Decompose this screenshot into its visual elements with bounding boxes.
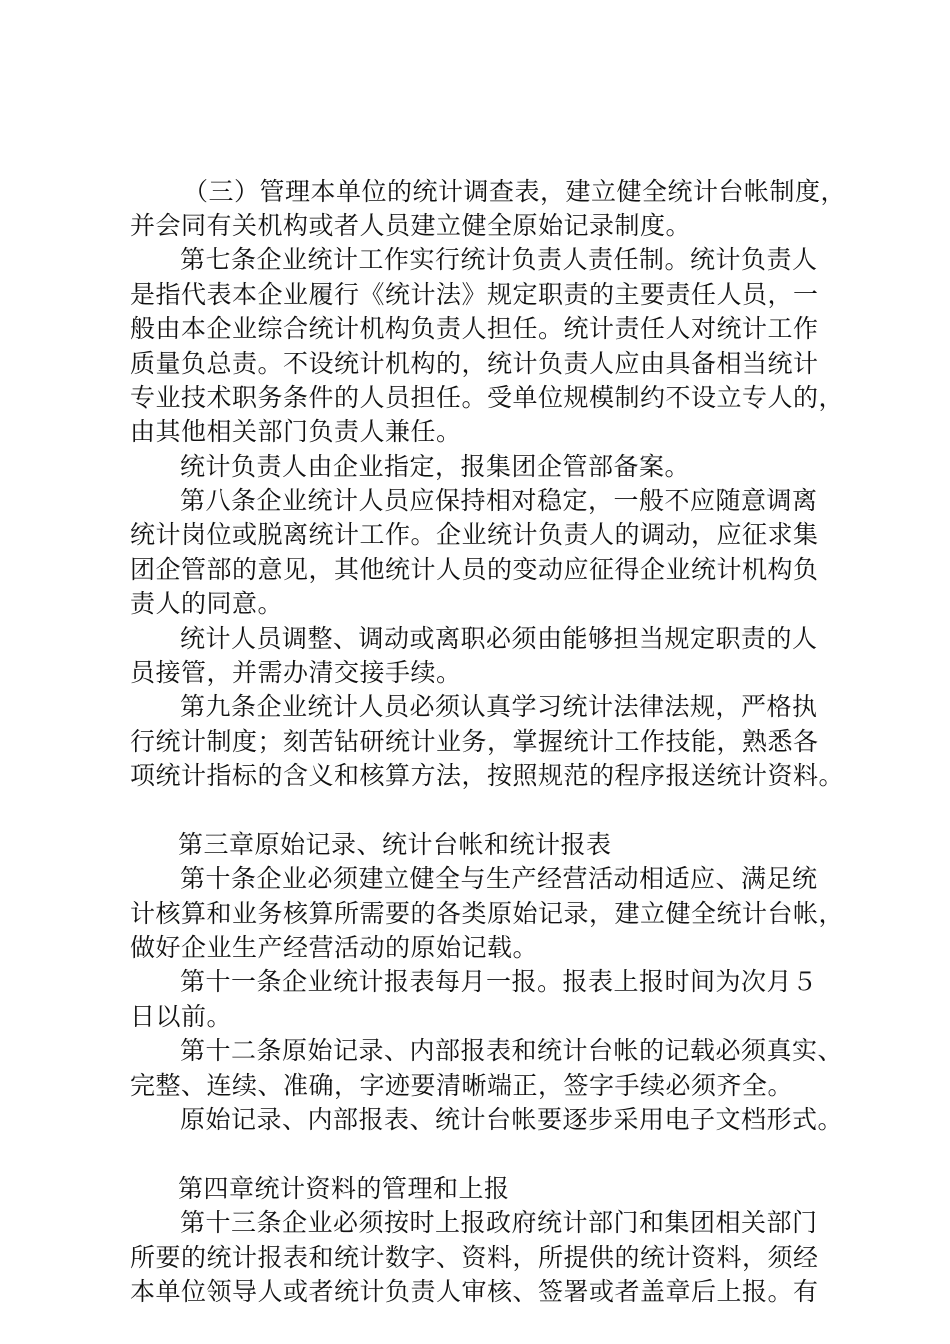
text-line: 计核算和业务核算所需要的各类原始记录，建立健全统计台帐，: [130, 899, 845, 928]
text-line: 统计负责人由企业指定，报集团企管部备案。: [180, 452, 691, 481]
text-line: 专业技术职务条件的人员担任。受单位规模制约不设立专人的，: [130, 383, 845, 412]
text-line: 第十一条企业统计报表每月一报。报表上报时间为次月５: [180, 967, 818, 996]
text-line: 第十三条企业必须按时上报政府统计部门和集团相关部门: [180, 1208, 818, 1237]
text-line: 项统计指标的含义和核算方法，按照规范的程序报送统计资料。: [130, 761, 845, 790]
text-line: 统计人员调整、调动或离职必须由能够担当规定职责的人: [180, 624, 818, 653]
text-line: 员接管，并需办清交接手续。: [130, 658, 462, 687]
text-line: 第八条企业统计人员应保持相对稳定，一般不应随意调离: [180, 486, 818, 515]
text-line: 原始记录、内部报表、统计台帐要逐步采用电子文档形式。: [180, 1105, 844, 1134]
text-line: 行统计制度；刻苦钻研统计业务，掌握统计工作技能，熟悉各: [130, 727, 819, 756]
text-line: 所要的统计报表和统计数字、资料，所提供的统计资料，须经: [130, 1243, 819, 1272]
text-line: 并会同有关机构或者人员建立健全原始记录制度。: [130, 211, 692, 240]
text-line: 由其他相关部门负责人兼任。: [130, 417, 462, 446]
text-line: 统计岗位或脱离统计工作。企业统计负责人的调动，应征求集: [130, 520, 819, 549]
text-line: 做好企业生产经营活动的原始记载。: [130, 933, 539, 962]
chapter-heading: 第三章原始记录、统计台帐和统计报表: [178, 830, 612, 859]
text-line: 第十条企业必须建立健全与生产经营活动相适应、满足统: [180, 864, 818, 893]
text-line: 日以前。: [130, 1002, 233, 1031]
chapter-heading: 第四章统计资料的管理和上报: [178, 1174, 510, 1203]
text-line: 第七条企业统计工作实行统计负责人责任制。统计负责人: [180, 245, 818, 274]
text-line: 责人的同意。: [130, 589, 284, 618]
text-line: 第九条企业统计人员必须认真学习统计法律法规，严格执: [180, 692, 818, 721]
text-line: （三）管理本单位的统计调查表，建立健全统计台帐制度，: [183, 177, 847, 206]
text-line: 完整、连续、准确，字迹要清晰端正，签字手续必须齐全。: [130, 1071, 794, 1100]
text-line: 是指代表本企业履行《统计法》规定职责的主要责任人员，一: [130, 280, 819, 309]
text-line: 第十二条原始记录、内部报表和统计台帐的记载必须真实、: [180, 1036, 844, 1065]
text-line: 般由本企业综合统计机构负责人担任。统计责任人对统计工作: [130, 314, 819, 343]
text-line: 本单位领导人或者统计负责人审核、签署或者盖章后上报。有: [130, 1277, 819, 1306]
text-line: 团企管部的意见，其他统计人员的变动应征得企业统计机构负: [130, 555, 819, 584]
text-line: 质量负总责。不设统计机构的，统计负责人应由具备相当统计: [130, 349, 819, 378]
